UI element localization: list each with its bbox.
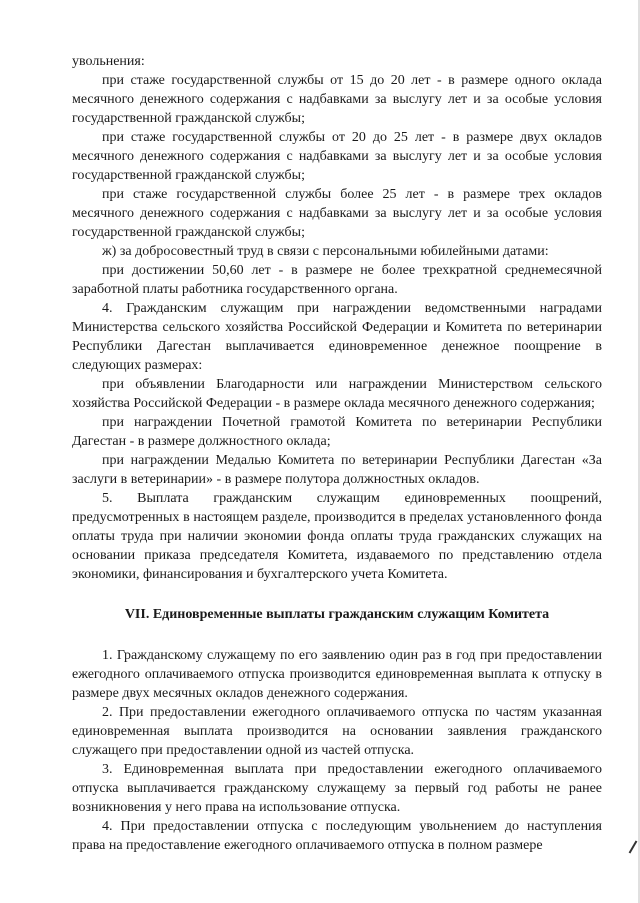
paragraph: увольнения: — [72, 54, 145, 69]
paragraph: 4. Гражданским служащим при награждении ведомственными наградами Министерства сельского хозяйства Российской Федерации и Комитета по ветеринарии Республики Дагестан выплачивается единовременное денежное поощрение в следующих размерах: — [72, 301, 602, 373]
paragraph: ж) за добросовестный труд в связи с персональными юбилейными датами: — [102, 244, 549, 259]
paragraph: при награждении Медалью Комитета по ветеринарии Республики Дагестан «За заслуги в ветеринарии» - в размере полутора должностных окладов. — [72, 453, 602, 487]
paragraph: при стаже государственной службы более 25 лет - в размере трех окладов месячного денежного содержания с надбавками за выслугу лет и за особые условия государственной гражданской службы; — [72, 187, 602, 240]
paragraph: при стаже государственной службы от 15 до 20 лет - в размере одного оклада месячного денежного содержания с надбавками за выслугу лет и за особые условия государственной гражданской службы; — [72, 73, 602, 126]
paragraph: 2. При предоставлении ежегодного оплачиваемого отпуска по частям указанная единовременная выплата производится на основании заявления гражданского служащего при предоставлении одной из частей отпуска. — [72, 705, 602, 758]
paragraph: при стаже государственной службы от 20 до 25 лет - в размере двух окладов месячного денежного содержания с надбавками за выслугу лет и за особые условия государственной гражданской службы; — [72, 130, 602, 183]
paragraph: 4. При предоставлении отпуска с последующим увольнением до наступления права на предоставление ежегодного оплачиваемого отпуска в полном размере — [72, 819, 602, 853]
paragraph: 5. Выплата гражданским служащим единовременных поощрений, предусмотренных в настоящем разделе, производится в пределах установленного фонда оплаты труда при наличии экономии фонда оплаты труда гражданских служащих на основании приказа председателя Комитета, издаваемого по представлению отдела экономики, финансирования и бухгалтерского учета Комитета. — [72, 491, 602, 582]
paragraph: при объявлении Благодарности или награждении Министерством сельского хозяйства Российской Федерации - в размере оклада месячного денежного содержания; — [72, 377, 602, 411]
paragraph: при награждении Почетной грамотой Комитета по ветеринарии Республики Дагестан - в размере должностного оклада; — [72, 415, 602, 449]
paragraph: 1. Гражданскому служащему по его заявлению один раз в год при предоставлении ежегодного оплачиваемого отпуска производится единовременная выплата к отпуску в размере двух месячных окладов денежного содержания. — [72, 648, 602, 701]
document-page — [72, 52, 602, 855]
margin-pen-mark — [629, 840, 638, 853]
section-heading: VII. Единовременные выплаты гражданским служащим Комитета — [124, 607, 550, 622]
paragraph: 3. Единовременная выплата при предоставлении ежегодного оплачиваемого отпуска выплачивается гражданскому служащему за первый год работы не ранее возникновения у него права на использование отпуска. — [72, 762, 602, 815]
paragraph: при достижении 50,60 лет - в размере не более трехкратной среднемесячной заработной платы работника государственного органа. — [72, 263, 602, 297]
